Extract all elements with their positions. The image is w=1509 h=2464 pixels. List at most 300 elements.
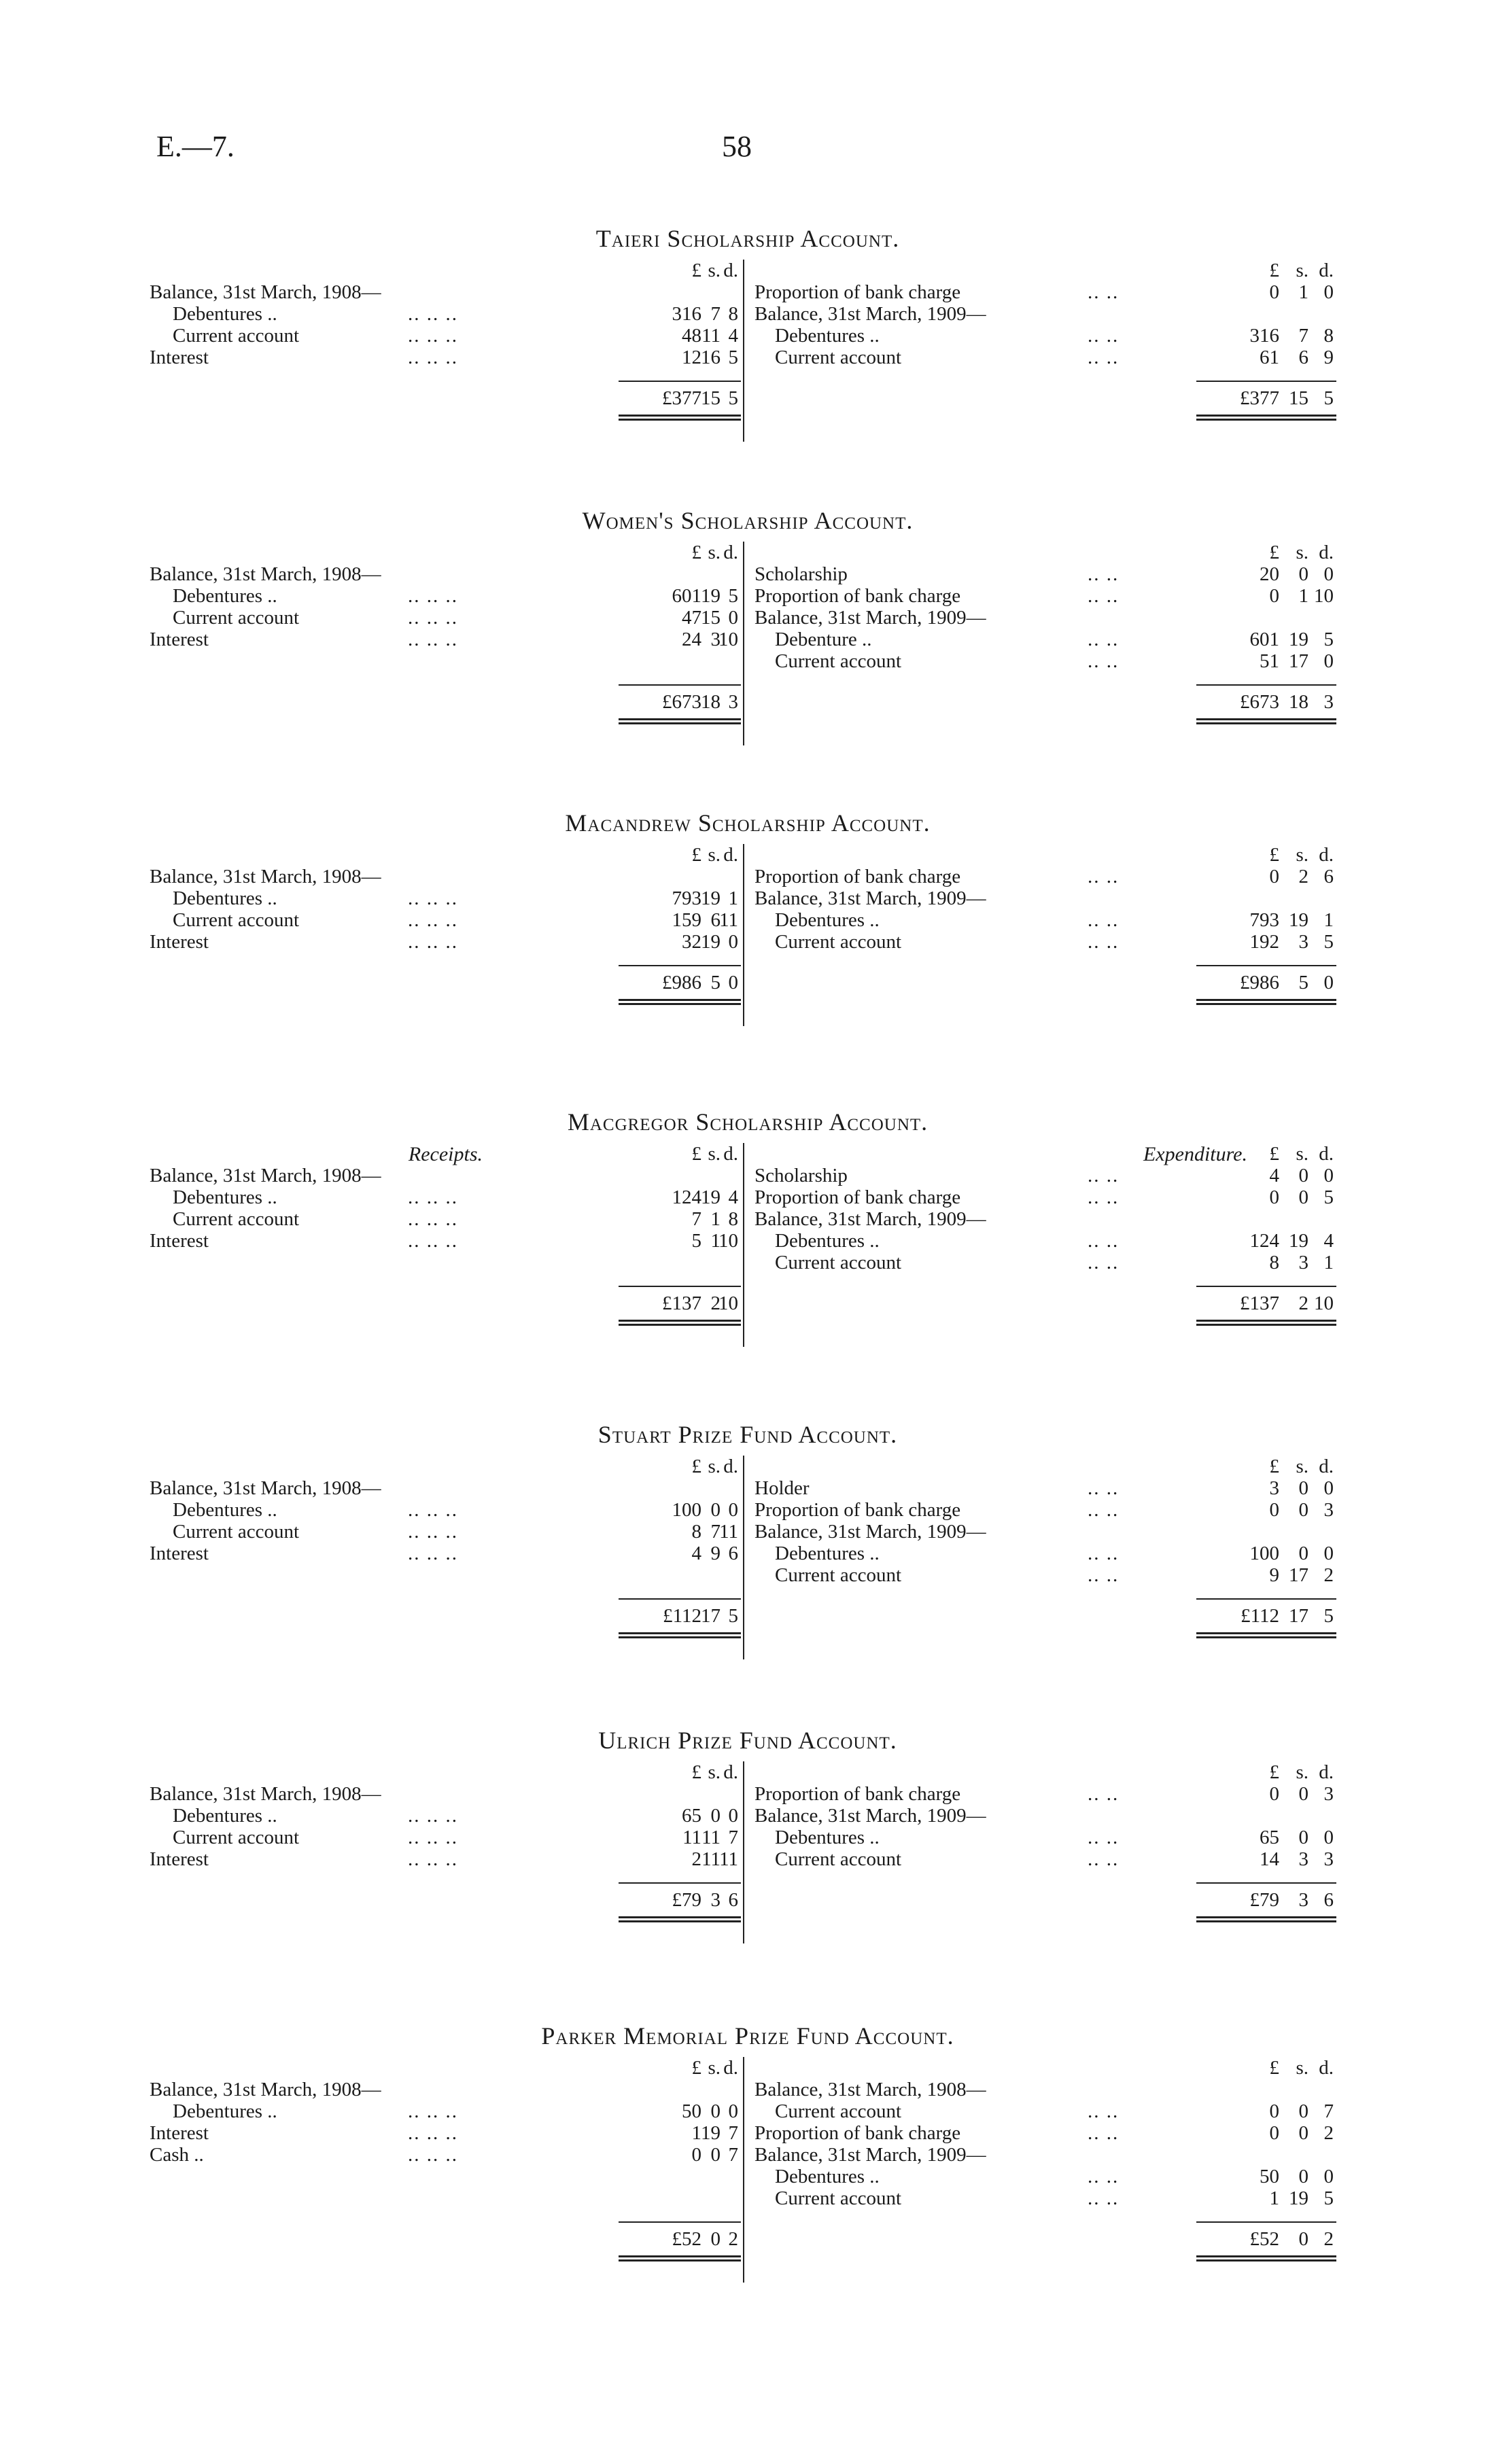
left-subtotal-rule bbox=[619, 1598, 741, 1600]
row-label: Balance, 31st March, 1908— bbox=[150, 563, 381, 585]
currency-d-head: d. bbox=[723, 2057, 738, 2079]
leader-dots: .. .. bbox=[1088, 563, 1120, 585]
pounds-value: 1 bbox=[691, 2122, 701, 2144]
total-pence: 5 bbox=[1323, 1605, 1334, 1627]
series-code: E.—7. bbox=[156, 130, 235, 163]
currency-l-head: £ bbox=[691, 542, 701, 563]
pounds-value: 100 bbox=[672, 1499, 701, 1521]
pence-value: 5 bbox=[728, 347, 738, 368]
ledger-row bbox=[150, 1827, 1346, 1848]
pence-value: 7 bbox=[1323, 2100, 1334, 2122]
currency-l-head: £ bbox=[1269, 542, 1279, 563]
shillings-value: 11 bbox=[701, 1827, 721, 1848]
row-label: Debentures .. bbox=[775, 1230, 880, 1252]
total-shillings: 3 bbox=[1298, 1889, 1308, 1911]
total-pence: 3 bbox=[728, 691, 738, 713]
row-label: Balance, 31st March, 1908— bbox=[150, 1477, 381, 1499]
pence-value: 0 bbox=[728, 607, 738, 629]
account-title: Macgregor Scholarship Account. bbox=[567, 1108, 929, 1136]
account-title: Ulrich Prize Fund Account. bbox=[598, 1727, 897, 1754]
leader-dots: .. .. bbox=[1088, 650, 1120, 672]
row-label: Proportion of bank charge bbox=[755, 1783, 961, 1805]
row-label: Current account bbox=[775, 347, 902, 368]
pence-value: 0 bbox=[1323, 281, 1334, 303]
row-label: Current account bbox=[775, 2100, 902, 2122]
currency-d-head: d. bbox=[1319, 844, 1334, 866]
receipts-label: Receipts. bbox=[408, 1143, 483, 1165]
pounds-value: 192 bbox=[1249, 931, 1279, 953]
row-label: Debenture .. bbox=[775, 629, 872, 650]
currency-s-head: s. bbox=[708, 1456, 721, 1477]
pence-value: 11 bbox=[719, 1521, 738, 1543]
pence-value: 7 bbox=[728, 1827, 738, 1848]
currency-d-head: d. bbox=[1319, 1761, 1334, 1783]
pounds-value: 51 bbox=[1260, 650, 1279, 672]
row-label: Current account bbox=[775, 1252, 902, 1273]
currency-s-head: s. bbox=[708, 542, 721, 563]
total-pounds: £79 bbox=[1249, 1889, 1279, 1911]
total-pounds: £137 bbox=[1240, 1292, 1279, 1314]
ledger-row bbox=[150, 887, 1346, 909]
leader-dots: .. .. .. bbox=[408, 1543, 458, 1564]
row-label: Interest bbox=[150, 347, 209, 368]
pence-value: 6 bbox=[728, 1543, 738, 1564]
pounds-value: 0 bbox=[1269, 1186, 1279, 1208]
pence-value: 0 bbox=[1323, 1543, 1334, 1564]
pounds-value: 0 bbox=[1269, 281, 1279, 303]
pence-value: 0 bbox=[1323, 2166, 1334, 2187]
pounds-value: 8 bbox=[1269, 1252, 1279, 1273]
pounds-value: 5 bbox=[691, 1230, 701, 1252]
total-shillings: 17 bbox=[701, 1605, 721, 1627]
shillings-value: 0 bbox=[1298, 2122, 1308, 2144]
currency-l-head: £ bbox=[691, 1456, 701, 1477]
shillings-value: 0 bbox=[710, 1499, 721, 1521]
account-title: Women's Scholarship Account. bbox=[582, 507, 914, 534]
currency-d-head: d. bbox=[723, 260, 738, 281]
ledger-row bbox=[150, 325, 1346, 347]
row-label: Balance, 31st March, 1909— bbox=[755, 1521, 986, 1543]
pounds-value: 20 bbox=[1260, 563, 1279, 585]
total-shillings: 5 bbox=[710, 972, 721, 993]
row-label: Balance, 31st March, 1909— bbox=[755, 303, 986, 325]
currency-l-head: £ bbox=[1269, 260, 1279, 281]
leader-dots: .. .. bbox=[1088, 1477, 1120, 1499]
row-label: Balance, 31st March, 1908— bbox=[150, 2079, 381, 2100]
total-pounds: £112 bbox=[663, 1605, 701, 1627]
ledger-row bbox=[150, 303, 1346, 325]
row-label: Current account bbox=[775, 650, 902, 672]
leader-dots: .. .. bbox=[1088, 1186, 1120, 1208]
left-double-rule bbox=[619, 999, 741, 1005]
row-label: Debentures .. bbox=[775, 1827, 880, 1848]
pence-value: 0 bbox=[1323, 1827, 1334, 1848]
leader-dots: .. .. .. bbox=[408, 1186, 458, 1208]
pounds-value: 316 bbox=[672, 303, 701, 325]
shillings-value: 0 bbox=[1298, 1499, 1308, 1521]
shillings-value: 11 bbox=[701, 325, 721, 347]
ledger-row bbox=[150, 1543, 1346, 1564]
total-shillings: 15 bbox=[701, 387, 721, 409]
pence-value: 3 bbox=[1323, 1848, 1334, 1870]
shillings-value: 0 bbox=[1298, 2100, 1308, 2122]
shillings-value: 0 bbox=[710, 2100, 721, 2122]
row-label: Debentures .. bbox=[775, 325, 880, 347]
shillings-value: 9 bbox=[710, 1543, 721, 1564]
pounds-value: 61 bbox=[1260, 347, 1279, 368]
ledger-row bbox=[150, 1252, 1346, 1273]
currency-s-head: s. bbox=[1296, 2057, 1308, 2079]
total-shillings: 2 bbox=[1298, 1292, 1308, 1314]
leader-dots: .. .. .. bbox=[408, 931, 458, 953]
total-pence: 10 bbox=[718, 1292, 738, 1314]
pounds-value: 65 bbox=[682, 1805, 701, 1827]
pounds-value: 159 bbox=[672, 909, 701, 931]
ledger-account bbox=[150, 1108, 1346, 1340]
currency-l-head: £ bbox=[691, 1761, 701, 1783]
shillings-value: 3 bbox=[710, 629, 721, 650]
row-label: Current account bbox=[173, 1208, 300, 1230]
leader-dots: .. .. .. bbox=[408, 607, 458, 629]
row-label: Balance, 31st March, 1908— bbox=[150, 1783, 381, 1805]
currency-d-head: d. bbox=[1319, 1143, 1334, 1165]
total-pence: 5 bbox=[728, 1605, 738, 1627]
pence-value: 7 bbox=[728, 2144, 738, 2166]
leader-dots: .. .. .. bbox=[408, 325, 458, 347]
total-pence: 5 bbox=[728, 387, 738, 409]
currency-d-head: d. bbox=[1319, 542, 1334, 563]
currency-d-head: d. bbox=[1319, 1456, 1334, 1477]
ledger-row bbox=[150, 2166, 1346, 2187]
total-pounds: £986 bbox=[1240, 972, 1279, 993]
currency-l-head: £ bbox=[1269, 1761, 1279, 1783]
row-label: Balance, 31st March, 1909— bbox=[755, 607, 986, 629]
currency-s-head: s. bbox=[1296, 542, 1308, 563]
total-pounds: £112 bbox=[1241, 1605, 1279, 1627]
ledger-row bbox=[150, 1783, 1346, 1805]
pence-value: 2 bbox=[1323, 2122, 1334, 2144]
total-shillings: 17 bbox=[1289, 1605, 1308, 1627]
row-label: Proportion of bank charge bbox=[755, 2122, 961, 2144]
ledger-row bbox=[150, 931, 1346, 953]
shillings-value: 19 bbox=[1289, 1230, 1308, 1252]
total-shillings: 2 bbox=[710, 1292, 721, 1314]
currency-s-head: s. bbox=[1296, 1143, 1308, 1165]
right-subtotal-rule bbox=[1196, 381, 1336, 382]
account-title: Macandrew Scholarship Account. bbox=[565, 809, 931, 837]
left-double-rule bbox=[619, 2255, 741, 2261]
total-pounds: £673 bbox=[1240, 691, 1279, 713]
leader-dots: .. .. bbox=[1088, 281, 1120, 303]
pence-value: 1 bbox=[1323, 1252, 1334, 1273]
left-double-rule bbox=[619, 1320, 741, 1326]
row-label: Current account bbox=[173, 325, 300, 347]
shillings-value: 0 bbox=[710, 1805, 721, 1827]
left-subtotal-rule bbox=[619, 1882, 741, 1884]
currency-d-head: d. bbox=[723, 844, 738, 866]
currency-d-head: d. bbox=[723, 1143, 738, 1165]
leader-dots: .. .. .. bbox=[408, 1230, 458, 1252]
pounds-value: 124 bbox=[1249, 1230, 1279, 1252]
leader-dots: .. .. bbox=[1088, 1848, 1120, 1870]
leader-dots: .. .. .. bbox=[408, 1208, 458, 1230]
page-number: 58 bbox=[722, 130, 752, 163]
shillings-value: 19 bbox=[1289, 2187, 1308, 2209]
ledger-row bbox=[150, 585, 1346, 607]
left-subtotal-rule bbox=[619, 965, 741, 966]
leader-dots: .. .. .. bbox=[408, 2144, 458, 2166]
row-label: Debentures .. bbox=[173, 1805, 277, 1827]
row-label: Current account bbox=[775, 2187, 902, 2209]
left-subtotal-rule bbox=[619, 1286, 741, 1287]
total-pence: 5 bbox=[1323, 387, 1334, 409]
pence-value: 0 bbox=[1323, 1165, 1334, 1186]
currency-d-head: d. bbox=[1319, 260, 1334, 281]
shillings-value: 19 bbox=[1289, 909, 1308, 931]
row-label: Balance, 31st March, 1909— bbox=[755, 887, 986, 909]
row-label: Proportion of bank charge bbox=[755, 866, 961, 887]
pounds-value: 0 bbox=[1269, 2100, 1279, 2122]
leader-dots: .. .. bbox=[1088, 931, 1120, 953]
leader-dots: .. .. bbox=[1088, 1827, 1120, 1848]
currency-l-head: £ bbox=[1269, 1456, 1279, 1477]
currency-l-head: £ bbox=[691, 844, 701, 866]
left-subtotal-rule bbox=[619, 2221, 741, 2223]
pence-value: 8 bbox=[728, 1208, 738, 1230]
total-pounds: £377 bbox=[1240, 387, 1279, 409]
ledger-row bbox=[150, 281, 1346, 303]
left-double-rule bbox=[619, 415, 741, 421]
total-pounds: £137 bbox=[662, 1292, 701, 1314]
row-label: Interest bbox=[150, 1543, 209, 1564]
row-label: Proportion of bank charge bbox=[755, 281, 961, 303]
pence-value: 6 bbox=[1323, 866, 1334, 887]
currency-s-head: s. bbox=[708, 260, 721, 281]
pounds-value: 32 bbox=[682, 931, 701, 953]
currency-s-head: s. bbox=[1296, 1456, 1308, 1477]
ledger-row bbox=[150, 1208, 1346, 1230]
total-pounds: £79 bbox=[672, 1889, 701, 1911]
pounds-value: 7 bbox=[691, 1208, 701, 1230]
currency-d-head: d. bbox=[723, 542, 738, 563]
ledger-account bbox=[150, 809, 1346, 1019]
right-double-rule bbox=[1196, 415, 1336, 421]
pounds-value: 316 bbox=[1249, 325, 1279, 347]
currency-d-head: d. bbox=[1319, 2057, 1334, 2079]
pounds-value: 4 bbox=[1269, 1165, 1279, 1186]
row-label: Interest bbox=[150, 629, 209, 650]
pounds-value: 124 bbox=[672, 1186, 701, 1208]
pounds-value: 48 bbox=[682, 325, 701, 347]
leader-dots: .. .. bbox=[1088, 866, 1120, 887]
total-shillings: 15 bbox=[1289, 387, 1308, 409]
shillings-value: 7 bbox=[1298, 325, 1308, 347]
pence-value: 4 bbox=[728, 1186, 738, 1208]
shillings-value: 19 bbox=[701, 1186, 721, 1208]
ledger-row bbox=[150, 1165, 1346, 1186]
pounds-value: 65 bbox=[1260, 1827, 1279, 1848]
pounds-value: 3 bbox=[1269, 1477, 1279, 1499]
pence-value: 10 bbox=[718, 629, 738, 650]
row-label: Current account bbox=[173, 1521, 300, 1543]
pounds-value: 0 bbox=[1269, 1783, 1279, 1805]
leader-dots: .. .. .. bbox=[408, 887, 458, 909]
currency-l-head: £ bbox=[1269, 1143, 1279, 1165]
leader-dots: .. .. bbox=[1088, 2187, 1120, 2209]
currency-s-head: s. bbox=[1296, 260, 1308, 281]
pounds-value: 793 bbox=[672, 887, 701, 909]
total-pence: 6 bbox=[728, 1889, 738, 1911]
total-pounds: £673 bbox=[662, 691, 701, 713]
left-double-rule bbox=[619, 1916, 741, 1922]
ledger-row bbox=[150, 650, 1346, 672]
pounds-value: 4 bbox=[691, 1543, 701, 1564]
currency-s-head: s. bbox=[708, 1143, 721, 1165]
shillings-value: 17 bbox=[1289, 650, 1308, 672]
row-label: Holder bbox=[755, 1477, 810, 1499]
left-double-rule bbox=[619, 1632, 741, 1638]
pounds-value: 793 bbox=[1249, 909, 1279, 931]
row-label: Debentures .. bbox=[775, 2166, 880, 2187]
right-subtotal-rule bbox=[1196, 1882, 1336, 1884]
row-label: Scholarship bbox=[755, 563, 848, 585]
total-pence: 6 bbox=[1323, 1889, 1334, 1911]
pounds-value: 0 bbox=[1269, 866, 1279, 887]
row-label: Current account bbox=[173, 607, 300, 629]
pounds-value: 14 bbox=[1260, 1848, 1279, 1870]
currency-l-head: £ bbox=[1269, 2057, 1279, 2079]
row-label: Debentures .. bbox=[173, 1186, 277, 1208]
ledger-row bbox=[150, 1805, 1346, 1827]
total-pounds: £52 bbox=[672, 2228, 701, 2250]
ledger-account bbox=[150, 506, 1346, 739]
shillings-value: 7 bbox=[710, 1521, 721, 1543]
pounds-value: 12 bbox=[682, 347, 701, 368]
shillings-value: 0 bbox=[1298, 1477, 1308, 1499]
leader-dots: .. .. .. bbox=[408, 1499, 458, 1521]
ledger-row bbox=[150, 909, 1346, 931]
pounds-value: 0 bbox=[1269, 585, 1279, 607]
shillings-value: 0 bbox=[1298, 2166, 1308, 2187]
ledger-row bbox=[150, 2144, 1346, 2166]
right-double-rule bbox=[1196, 2255, 1336, 2261]
ledger-account bbox=[150, 1726, 1346, 1937]
leader-dots: .. .. .. bbox=[408, 1827, 458, 1848]
row-label: Debentures .. bbox=[173, 1499, 277, 1521]
pence-value: 1 bbox=[1323, 909, 1334, 931]
pence-value: 8 bbox=[1323, 325, 1334, 347]
shillings-value: 7 bbox=[710, 303, 721, 325]
currency-l-head: £ bbox=[691, 1143, 701, 1165]
ledger-row bbox=[150, 347, 1346, 368]
row-label: Balance, 31st March, 1909— bbox=[755, 1208, 986, 1230]
currency-l-head: £ bbox=[691, 260, 701, 281]
row-label: Balance, 31st March, 1909— bbox=[755, 2144, 986, 2166]
leader-dots: .. .. .. bbox=[408, 2100, 458, 2122]
leader-dots: .. .. bbox=[1088, 1499, 1120, 1521]
pounds-value: 0 bbox=[1269, 1499, 1279, 1521]
pence-value: 1 bbox=[728, 887, 738, 909]
row-label: Debentures .. bbox=[173, 887, 277, 909]
row-label: Current account bbox=[173, 909, 300, 931]
currency-l-head: £ bbox=[691, 2057, 701, 2079]
leader-dots: .. .. .. bbox=[408, 1848, 458, 1870]
shillings-value: 6 bbox=[1298, 347, 1308, 368]
pence-value: 0 bbox=[1323, 650, 1334, 672]
ledger-row bbox=[150, 607, 1346, 629]
shillings-value: 6 bbox=[710, 909, 721, 931]
total-pounds: £986 bbox=[662, 972, 701, 993]
left-subtotal-rule bbox=[619, 381, 741, 382]
shillings-value: 1 bbox=[1298, 281, 1308, 303]
pounds-value: 1 bbox=[1269, 2187, 1279, 2209]
leader-dots: .. .. bbox=[1088, 629, 1120, 650]
row-label: Interest bbox=[150, 931, 209, 953]
right-subtotal-rule bbox=[1196, 684, 1336, 686]
leader-dots: .. .. bbox=[1088, 1564, 1120, 1586]
account-title: Parker Memorial Prize Fund Account. bbox=[541, 2022, 954, 2049]
expenditure-label: Expenditure. bbox=[1143, 1143, 1247, 1165]
ledger-row bbox=[150, 1564, 1346, 1586]
row-label: Scholarship bbox=[755, 1165, 848, 1186]
right-subtotal-rule bbox=[1196, 2221, 1336, 2223]
leader-dots: .. .. bbox=[1088, 2100, 1120, 2122]
shillings-value: 0 bbox=[1298, 1827, 1308, 1848]
shillings-value: 0 bbox=[710, 2144, 721, 2166]
pounds-value: 2 bbox=[691, 1848, 701, 1870]
pence-value: 11 bbox=[719, 1848, 738, 1870]
pence-value: 3 bbox=[1323, 1499, 1334, 1521]
leader-dots: .. .. .. bbox=[408, 347, 458, 368]
row-label: Cash .. bbox=[150, 2144, 204, 2166]
total-shillings: 18 bbox=[1289, 691, 1308, 713]
right-subtotal-rule bbox=[1196, 965, 1336, 966]
leader-dots: .. .. bbox=[1088, 325, 1120, 347]
currency-l-head: £ bbox=[1269, 844, 1279, 866]
shillings-value: 17 bbox=[1289, 1564, 1308, 1586]
shillings-value: 1 bbox=[710, 1230, 721, 1252]
total-shillings: 5 bbox=[1298, 972, 1308, 993]
total-pence: 3 bbox=[1323, 691, 1334, 713]
leader-dots: .. .. bbox=[1088, 2122, 1120, 2144]
right-double-rule bbox=[1196, 718, 1336, 724]
pence-value: 4 bbox=[728, 325, 738, 347]
total-pence: 0 bbox=[728, 972, 738, 993]
pounds-value: 24 bbox=[682, 629, 701, 650]
leader-dots: .. .. .. bbox=[408, 303, 458, 325]
ledger-row bbox=[150, 1477, 1346, 1499]
ledger-account bbox=[150, 224, 1346, 435]
ledger-row bbox=[150, 2122, 1346, 2144]
pence-value: 11 bbox=[719, 909, 738, 931]
pence-value: 10 bbox=[718, 1230, 738, 1252]
ledger-account bbox=[150, 2022, 1346, 2276]
leader-dots: .. .. bbox=[1088, 1783, 1120, 1805]
row-label: Balance, 31st March, 1908— bbox=[755, 2079, 986, 2100]
shillings-value: 19 bbox=[701, 2122, 721, 2144]
currency-s-head: s. bbox=[708, 1761, 721, 1783]
leader-dots: .. .. bbox=[1088, 347, 1120, 368]
shillings-value: 2 bbox=[1298, 866, 1308, 887]
shillings-value: 16 bbox=[701, 347, 721, 368]
shillings-value: 1 bbox=[710, 1208, 721, 1230]
ledger-row bbox=[150, 2079, 1346, 2100]
total-shillings: 18 bbox=[701, 691, 721, 713]
leader-dots: .. .. .. bbox=[408, 585, 458, 607]
right-double-rule bbox=[1196, 1632, 1336, 1638]
pence-value: 8 bbox=[728, 303, 738, 325]
leader-dots: .. .. bbox=[1088, 909, 1120, 931]
